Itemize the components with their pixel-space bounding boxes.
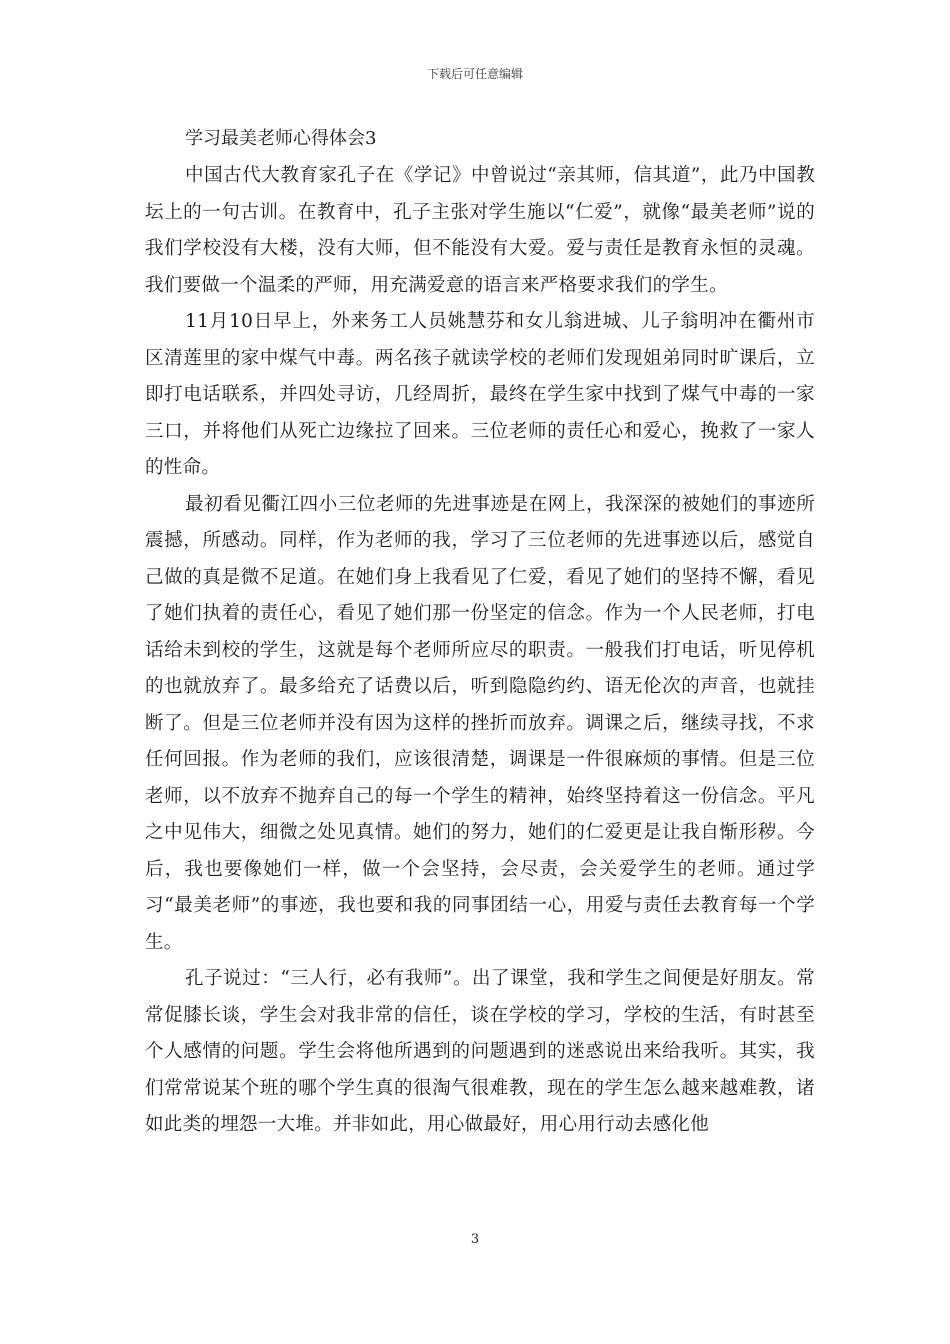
page-header: 下载后可任意编辑 <box>426 67 523 81</box>
paragraph: 中国古代大教育家孔子在《学记》中曾说过“亲其师，信其道”，此乃中国教坛上的一句古训。在教育中，孔子主张对学生施以“仁爱”，就像“最美老师”说的我们学校没有大楼，没有大师，但不能没有大爱。爱与责任是教育永恒的灵魂。我们要做一个温柔的严师，用充满爱意的语言来严格要求我们的学生。 <box>145 165 815 296</box>
paragraph: 孔子说过：“三人行，必有我师”。出了课堂，我和学生之间便是好朋友。常常促膝长谈，学生会对我非常的信任，谈在学校的学习，学校的生活，有时甚至个人感情的问题。学生会将他所遇到的问题遇到的迷惑说出来给我听。其实，我们常常说某个班的哪个学生真的很淘气很难教，现在的学生怎么越来越难教，诸如此类的埋怨一大堆。并非如此，用心做最好，用心用行动去感化他 <box>145 968 815 1135</box>
page-number: 3 <box>470 1232 480 1247</box>
paragraph: 最初看见衢江四小三位老师的先进事迹是在网上，我深深的被她们的事迹所震撼，所感动。同样，作为老师的我，学习了三位老师的先进事迹以后，感觉自己做的真是微不足道。在她们身上我看见了仁爱，看见了她们的坚持不懈，看见了她们执着的责任心，看见了她们那一份坚定的信念。作为一个人民老师，打电话给未到校的学生，这就是每个老师所应尽的职责。一般我们打电话，听见停机的也就放弃了。最多给充了话费以后，听到隐隐约约、语无伦次的声音，也就挂断了。但是三位老师并没有因为这样的挫折而放弃。调课之后，继续寻找，不求任何回报。作为老师的我们，应该很清楚，调课是一件很麻烦的事情。但是三位老师，以不放弃不抛弃自己的每一个学生的精神，始终坚持着这一份信念。平凡之中见伟大，细微之处见真情。她们的努力，她们的仁爱更是让我自惭形秽。今后，我也要像她们一样，做一个会坚持，会尽责，会关爱学生的老师。通过学习“最美老师”的事迹，我也要和我的同事团结一心，用爱与责任去教育每一个学生。 <box>145 493 815 953</box>
paragraph: 11月10日早上，外来务工人员姚慧芬和女儿翁进城、儿子翁明冲在衢州市区清莲里的家中煤气中毒。两名孩子就读学校的老师们发现姐弟同时旷课后，立即打电话联系，并四处寻访，几经周折，最终在学生家中找到了煤气中毒的一家三口，并将他们从死亡边缘拉了回来。三位老师的责任心和爱心，挽救了一家人的性命。 <box>145 311 815 478</box>
document-title: 学习最美老师心得体会3 <box>185 128 377 149</box>
document-body <box>145 120 815 1144</box>
